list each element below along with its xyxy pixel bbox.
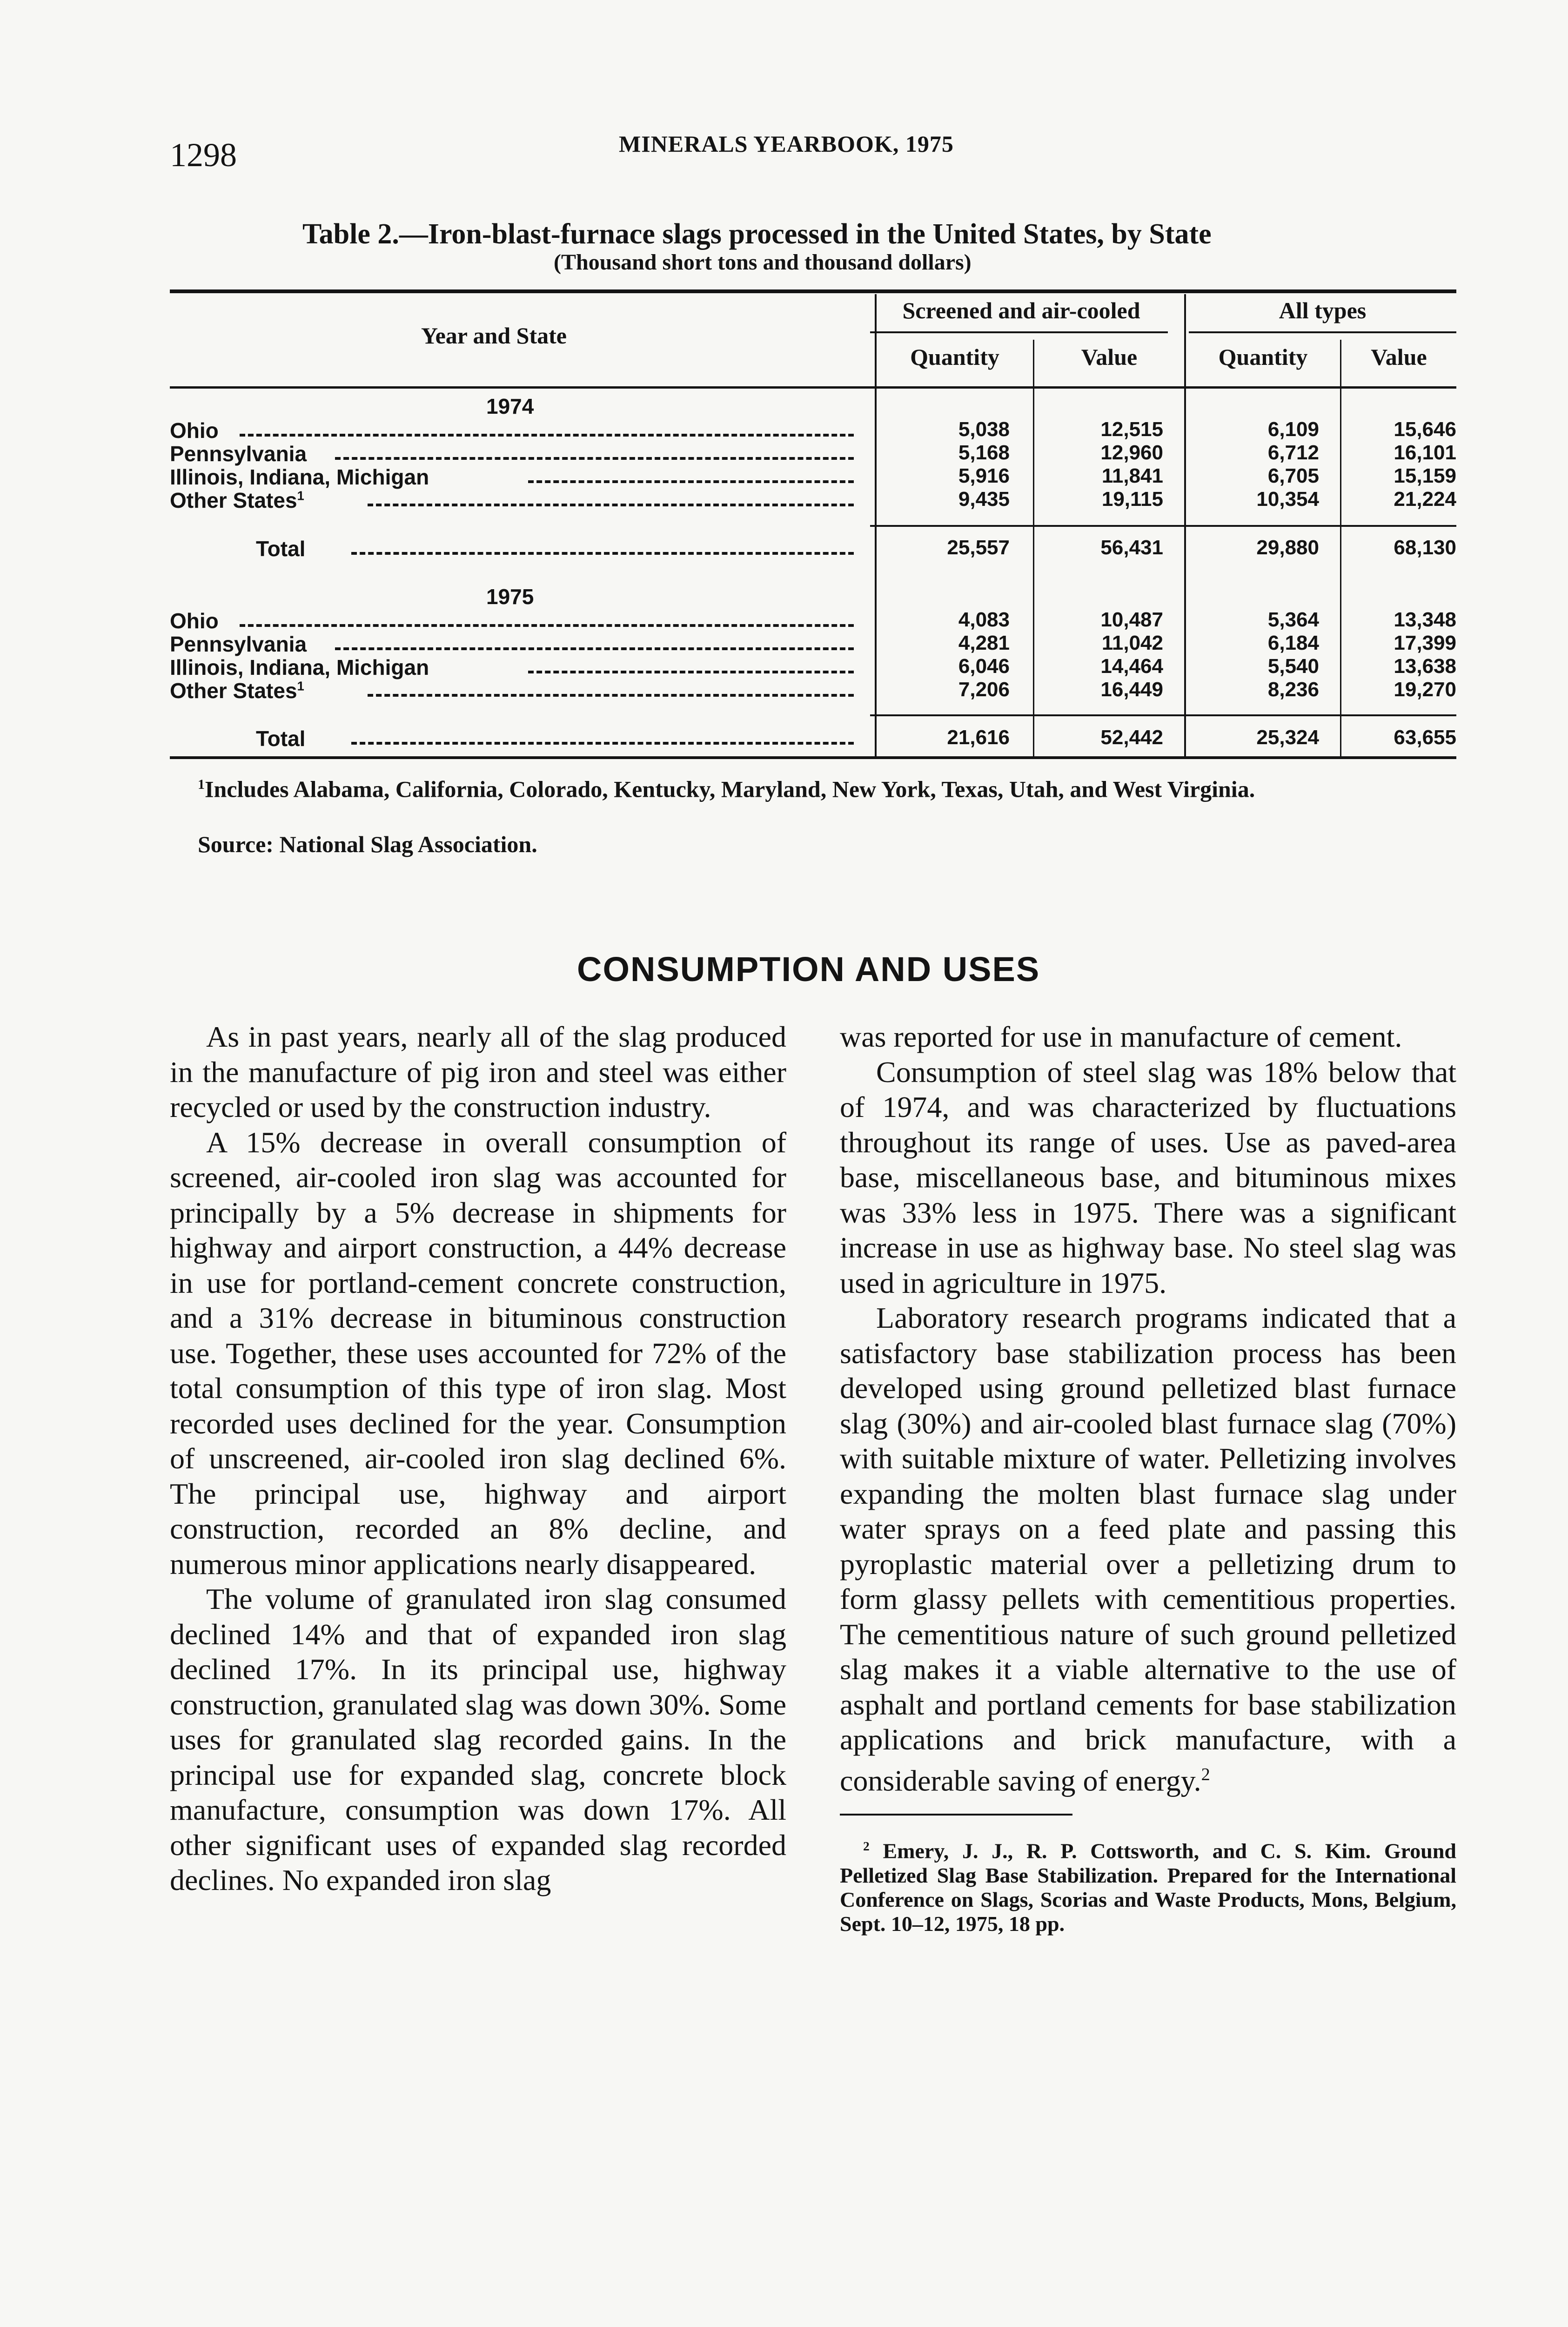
right-column bbox=[840, 1019, 1456, 1936]
total-cell: 21,616 bbox=[947, 726, 1010, 749]
value-cell: 6,705 bbox=[1267, 464, 1319, 487]
source-text: National Slag Association. bbox=[279, 831, 537, 857]
leader-dots bbox=[528, 671, 854, 673]
paragraph: Consumption of steel slag was 18% below that of 1974, and was characterized by fluctuations throughout its range of uses. Use as paved-area base, miscellaneous base, and bituminous mixes was 33% less in 1975. There was a significant increase in use as highway base. No steel slag was used in agriculture in 1975. bbox=[840, 1055, 1456, 1299]
leader-dots bbox=[368, 504, 854, 506]
group-rule-screened bbox=[870, 331, 1168, 333]
total-cell: 52,442 bbox=[1100, 726, 1163, 749]
leader-dots bbox=[335, 457, 854, 460]
value-cell: 15,646 bbox=[1394, 418, 1456, 441]
col-rule-4 bbox=[1340, 340, 1341, 756]
value-cell: 6,109 bbox=[1267, 418, 1319, 441]
leader-dots bbox=[368, 694, 854, 697]
value-cell: 10,354 bbox=[1256, 488, 1319, 511]
value-cell: 14,464 bbox=[1100, 655, 1163, 678]
col-value-1: Value bbox=[1081, 344, 1138, 370]
stub-header: Year and State bbox=[421, 323, 567, 349]
paragraph: A 15% decrease in overall consumption of screened, air-cooled iron slag was accounted for principally by a 5% decrease in shipments for highway and airport construction, a 44% decrease in use for portland-cement concrete construction, and a 31% decrease in bituminous construction use. Together, these uses accounted for 72% of the total consumption of this type of iron slag. Most recorded uses declined for the year. Consumption of unscreened, air-cooled iron slag declined 6%. The principal use, highway and airport construction, recorded an 8% decline, and numerous minor applications nearly disappeared. bbox=[170, 1125, 786, 1580]
value-cell: 16,449 bbox=[1100, 678, 1163, 701]
total-cell: 68,130 bbox=[1394, 536, 1456, 559]
state-label-text: Other States bbox=[170, 488, 297, 512]
footnote-ref: 2 bbox=[1201, 1764, 1210, 1784]
value-cell: 11,841 bbox=[1101, 464, 1163, 487]
leader-dots bbox=[335, 647, 854, 650]
paragraph bbox=[840, 1300, 1456, 1798]
paragraph: As in past years, nearly all of the slag produced in the manufacture of pig iron and steel was either recycled or used by the construction industry. bbox=[170, 1020, 786, 1123]
col-quantity-2: Quantity bbox=[1218, 344, 1308, 370]
value-cell: 4,281 bbox=[958, 632, 1010, 654]
value-cell: 21,224 bbox=[1394, 488, 1456, 511]
paragraph: was reported for use in manufacture of cement. bbox=[840, 1020, 1402, 1053]
value-cell: 12,515 bbox=[1100, 418, 1163, 441]
page-number: 1298 bbox=[170, 136, 237, 174]
total-cell: 63,655 bbox=[1394, 726, 1456, 749]
value-cell: 4,083 bbox=[958, 608, 1010, 631]
state-label: Illinois, Indiana, Michigan bbox=[170, 465, 429, 489]
value-cell: 9,435 bbox=[958, 488, 1010, 511]
paragraph: The volume of granulated iron slag consumed declined 14% and that of expanded iron slag declined 17%. In its principal use, highway construction, granulated slag was down 30%. Some uses for granulated slag recorded gains. In the principal use for expanded slag, concrete block manufacture, consumption was down 17%. All other significant uses of expanded slag recorded declines. No expanded iron slag bbox=[170, 1582, 786, 1897]
year-label: 1975 bbox=[486, 585, 534, 609]
total-cell: 25,557 bbox=[947, 536, 1010, 559]
state-label bbox=[170, 488, 304, 513]
value-cell: 16,101 bbox=[1394, 441, 1456, 464]
footnote-rule bbox=[840, 1814, 1072, 1816]
footnote-mark: 1 bbox=[198, 777, 205, 792]
section-heading: CONSUMPTION AND USES bbox=[577, 950, 1040, 989]
leader-dots bbox=[240, 434, 854, 437]
value-cell: 5,364 bbox=[1267, 608, 1319, 631]
source-label: Source: bbox=[198, 831, 274, 857]
header-bottom-rule bbox=[170, 386, 1456, 389]
footnote bbox=[840, 1834, 1456, 1936]
total-label: Total bbox=[256, 726, 306, 751]
col-rule-2 bbox=[1033, 340, 1034, 756]
group-rule-all bbox=[1189, 331, 1456, 333]
table-bottom-rule bbox=[170, 756, 1456, 759]
value-cell: 5,168 bbox=[958, 441, 1010, 464]
leader-dots bbox=[240, 624, 854, 627]
state-label: Pennsylvania bbox=[170, 442, 307, 466]
state-label bbox=[170, 678, 304, 703]
year-label: 1974 bbox=[486, 394, 534, 418]
value-cell: 6,184 bbox=[1267, 632, 1319, 654]
value-cell: 17,399 bbox=[1394, 632, 1456, 654]
value-cell: 13,348 bbox=[1394, 608, 1456, 631]
value-cell: 6,046 bbox=[958, 655, 1010, 678]
total-label: Total bbox=[256, 537, 306, 561]
value-cell: 11,042 bbox=[1101, 632, 1163, 654]
value-cell: 5,540 bbox=[1267, 655, 1319, 678]
value-cell: 19,270 bbox=[1394, 678, 1456, 701]
footnote-ref: 1 bbox=[297, 679, 304, 693]
total-1974-rule bbox=[870, 525, 1456, 527]
total-cell: 56,431 bbox=[1100, 536, 1163, 559]
running-head: MINERALS YEARBOOK, 1975 bbox=[619, 131, 954, 157]
footnote-mark: 2 bbox=[863, 1839, 870, 1854]
state-label-text: Other States bbox=[170, 679, 297, 703]
footnote-text: Includes Alabama, California, Colorado, Kentucky, Maryland, New York, Texas, Utah, and West Virginia. bbox=[205, 776, 1255, 802]
footnote-ref: 1 bbox=[297, 488, 304, 503]
state-label: Ohio bbox=[170, 609, 219, 633]
leader-dots bbox=[351, 552, 854, 555]
total-1975-rule bbox=[870, 714, 1456, 716]
group-header-all-types: All types bbox=[1279, 297, 1367, 323]
table-subtitle: (Thousand short tons and thousand dollars) bbox=[554, 250, 972, 275]
table-top-rule bbox=[170, 289, 1456, 293]
state-label: Illinois, Indiana, Michigan bbox=[170, 655, 429, 679]
leader-dots bbox=[528, 480, 854, 483]
state-label: Pennsylvania bbox=[170, 632, 307, 656]
table-title: Table 2.—Iron-blast-furnace slags processed in the United States, by State bbox=[302, 218, 1212, 250]
table-source bbox=[198, 831, 537, 858]
left-column bbox=[170, 1019, 786, 1898]
col-quantity-1: Quantity bbox=[910, 344, 999, 370]
state-label: Ohio bbox=[170, 418, 219, 443]
total-cell: 25,324 bbox=[1256, 726, 1319, 749]
value-cell: 5,916 bbox=[958, 464, 1010, 487]
value-cell: 12,960 bbox=[1100, 441, 1163, 464]
value-cell: 7,206 bbox=[958, 678, 1010, 701]
leader-dots bbox=[351, 742, 854, 745]
paragraph-text: Laboratory research programs indicated that a satisfactory base stabilization process has been developed using ground pelletized blast furnace slag (30%) and air-cooled blast furnace slag (70%) with suitable mixture of water. Pelletizing involves expanding the molten blast furnace slag under water sprays on a feed plate and passing this pyroplastic material over a pelletizing drum to form glassy pellets with cementitious properties. The cementitious nature of such ground pelletized slag makes it a viable alternative to the use of asphalt and portland cements for base stabilization applications and brick manufacture, with a considerable saving of energy. bbox=[840, 1301, 1456, 1797]
value-cell: 19,115 bbox=[1101, 488, 1163, 511]
value-cell: 15,159 bbox=[1394, 464, 1456, 487]
value-cell: 6,712 bbox=[1267, 441, 1319, 464]
col-value-2: Value bbox=[1371, 344, 1427, 370]
value-cell: 5,038 bbox=[958, 418, 1010, 441]
value-cell: 8,236 bbox=[1267, 678, 1319, 701]
value-cell: 10,487 bbox=[1100, 608, 1163, 631]
footnote-text: Emery, J. J., R. P. Cottsworth, and C. S. Kim. Ground Pelletized Slag Base Stabilization. Prepared for the International Conference on Slags, Scorias and Waste Products, Mons, Belgium, Sept. 10–12, 1975, 18 pp. bbox=[840, 1839, 1456, 1936]
group-header-screened: Screened and air-cooled bbox=[902, 297, 1140, 323]
value-cell: 13,638 bbox=[1394, 655, 1456, 678]
table-footnote bbox=[170, 772, 1456, 802]
total-cell: 29,880 bbox=[1256, 536, 1319, 559]
